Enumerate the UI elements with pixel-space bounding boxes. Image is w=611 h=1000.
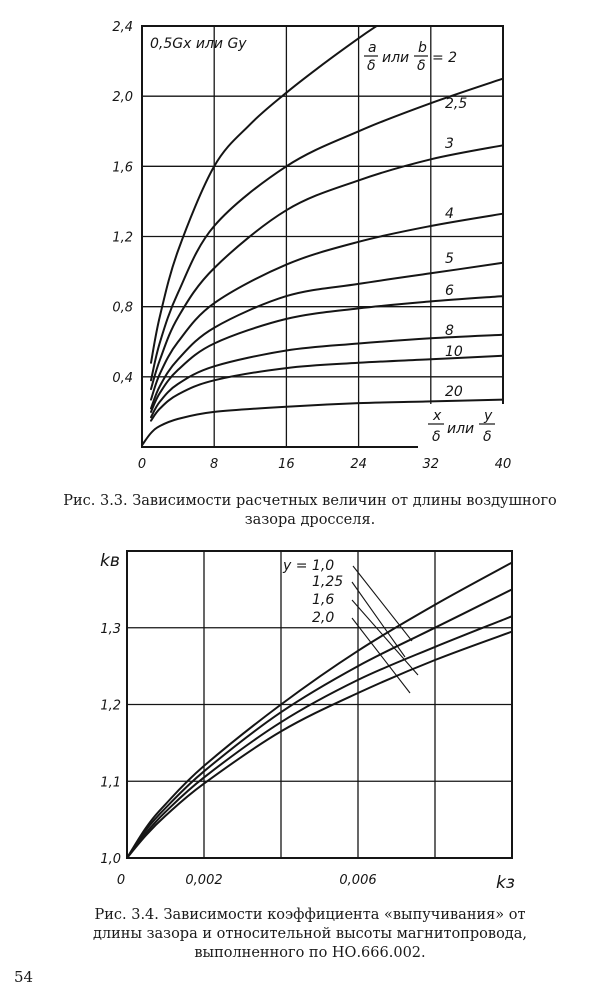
caption-3-4-line-1: Рис. 3.4. Зависимости коэффициента «выпучивания» от bbox=[94, 907, 526, 923]
legend-label-y-1-6: 1,6 bbox=[312, 592, 335, 608]
chart-3-4-xlabel: kз bbox=[496, 873, 515, 893]
svg-text:или: или bbox=[447, 421, 475, 437]
chart-3-4-ylabel: kв bbox=[100, 551, 120, 571]
chart-3-3-ylabel: 0,5Gx или Gy bbox=[150, 36, 247, 52]
legend-label-y-2-0: 2,0 bbox=[312, 610, 335, 626]
svg-text:δ: δ bbox=[483, 429, 492, 445]
y-tick-label: 2,0 bbox=[112, 90, 133, 106]
svg-text:δ: δ bbox=[367, 58, 376, 74]
y-tick-label: 1,3 bbox=[100, 621, 121, 637]
caption-3-4-line-3: выполненного по НО.666.002. bbox=[194, 945, 426, 961]
x-tick-label: 40 bbox=[494, 457, 512, 472]
y-tick-label: 2,4 bbox=[112, 20, 133, 35]
curve-label-20: 20 bbox=[445, 384, 463, 400]
svg-text:b: b bbox=[418, 40, 427, 56]
curve-y-1-25 bbox=[127, 589, 512, 858]
curve-label-3: 3 bbox=[445, 136, 454, 152]
y-tick-label: 0,4 bbox=[112, 370, 133, 386]
x-tick-label: 0 bbox=[116, 873, 126, 888]
svg-text:δ: δ bbox=[417, 58, 426, 74]
svg-text:a: a bbox=[368, 40, 377, 56]
y-tick-label: 1,2 bbox=[112, 230, 133, 246]
x-tick-label: 0,006 bbox=[339, 873, 377, 888]
caption-3-4 bbox=[60, 906, 560, 963]
x-tick-label: 0,002 bbox=[185, 873, 223, 888]
chart-3-4-tick-labels bbox=[100, 622, 376, 888]
svg-text:x: x bbox=[433, 408, 442, 424]
caption-3-3: Рис. 3.3. Зависимости расчетных величин от длины воздушного зазора дросселя. bbox=[63, 493, 557, 528]
svg-text:= 2: = 2 bbox=[432, 50, 458, 66]
legend-label-y-1-25: 1,25 bbox=[312, 574, 344, 590]
svg-text:или: или bbox=[382, 50, 410, 66]
curve-y-2-0 bbox=[127, 632, 512, 858]
x-tick-label: 0 bbox=[137, 457, 147, 472]
legend-leader-line bbox=[353, 566, 412, 641]
curve-label-6: 6 bbox=[445, 283, 454, 299]
curve-label-5: 5 bbox=[445, 251, 454, 267]
curve-label-8: 8 bbox=[445, 323, 454, 339]
y-tick-label: 0,8 bbox=[112, 300, 133, 316]
y-tick-label: 1,2 bbox=[100, 698, 121, 714]
y-tick-label: 1,6 bbox=[112, 160, 133, 176]
curve-label-4: 4 bbox=[445, 206, 454, 222]
x-tick-label: 16 bbox=[278, 457, 295, 472]
y-tick-label: 1,0 bbox=[100, 852, 121, 867]
x-tick-label: 32 bbox=[422, 457, 440, 472]
curve-label-10: 10 bbox=[445, 344, 463, 360]
y-tick-label: 1,1 bbox=[100, 775, 121, 791]
legend-leader-line bbox=[352, 582, 405, 657]
svg-text:δ: δ bbox=[432, 429, 441, 445]
curve-label-2-5: 2,5 bbox=[445, 96, 468, 112]
legend-label-y-1-0: y = 1,0 bbox=[283, 558, 335, 574]
svg-text:y: y bbox=[484, 408, 493, 424]
x-tick-label: 24 bbox=[350, 457, 367, 472]
page-number: 54 bbox=[14, 968, 34, 986]
caption-3-4-line-2: длины зазора и относительной высоты магнитопровода, bbox=[92, 926, 527, 942]
x-tick-label: 8 bbox=[210, 457, 219, 472]
